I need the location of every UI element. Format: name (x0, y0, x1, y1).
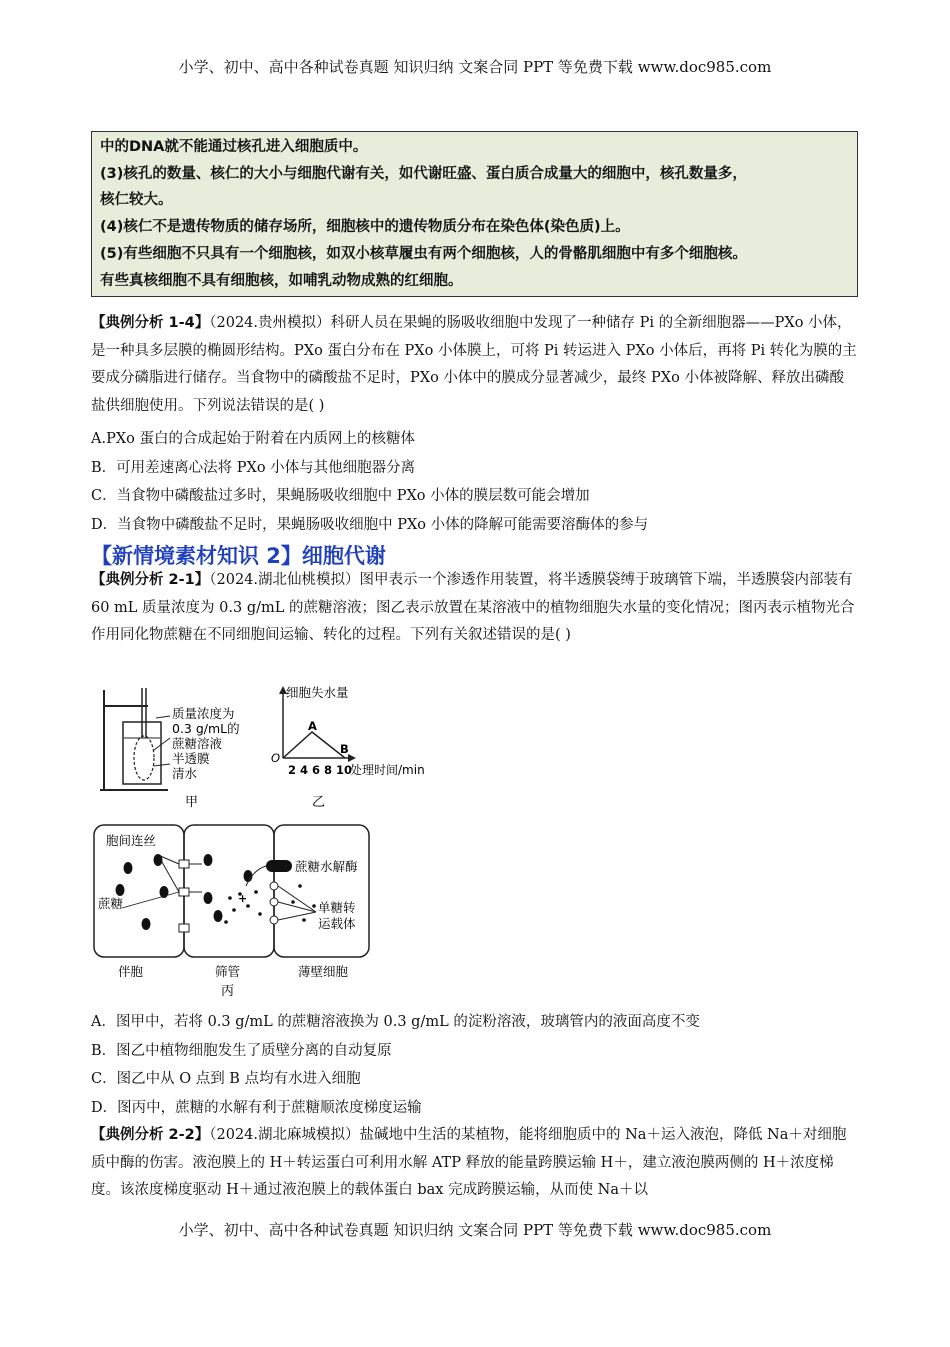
sieve-tube (184, 825, 274, 957)
invertase-enzyme (266, 860, 292, 872)
cell-label-companion: 伴胞 (118, 964, 144, 979)
question-tag: 【典例分析 2-2】 (91, 1127, 210, 1143)
sucrose-dot (116, 884, 125, 896)
sucrose-dot (204, 892, 213, 904)
sucrose-transport-diagram (94, 825, 369, 999)
page-footer: 小学、初中、高中各种试卷真题 知识归纳 文案合同 PPT 等免费下载 www.doc985.com (178, 1221, 772, 1239)
sucrose-dot (154, 854, 163, 866)
option-a: A．图甲中，若将 0.3 g/mL 的蔗糖溶液换为 0.3 g/mL 的淀粉溶液，玻璃管内的液面高度不变 (91, 1014, 700, 1030)
plasmodesma (179, 888, 189, 896)
note-line: 中的DNA就不能通过核孔进入细胞质中。 (100, 139, 368, 155)
caption-jia: 甲 (185, 795, 199, 810)
cell-label-parenchyma: 薄壁细胞 (298, 964, 349, 979)
monosaccharide-transporter (270, 882, 278, 890)
jia-label: 半透膜 (172, 751, 210, 766)
sucrose-dot (142, 918, 151, 930)
jia-label: 蔗糖溶液 (172, 736, 223, 751)
option-a: A.PXo 蛋白的合成起始于附着在内质网上的核糖体 (91, 431, 415, 447)
note-line: (3)核孔的数量、核仁的大小与细胞代谢有关，如代谢旺盛、蛋白质合成量大的细胞中，核孔数量多， (100, 165, 747, 182)
transporter-label: 运载体 (318, 916, 356, 931)
figure-jia-yi-bing (88, 680, 458, 1002)
water-loss-curve (283, 732, 345, 758)
origin-label: O (271, 751, 281, 765)
x-axis-arrow (348, 754, 356, 762)
note-box (91, 131, 858, 297)
sucrose-dot (244, 870, 253, 882)
section-title: 【新情境素材知识 2】细胞代谢 (91, 544, 386, 568)
sucrose-label: 蔗糖 (98, 896, 124, 911)
jia-label: 质量浓度为 (172, 706, 235, 721)
option-c: C．图乙中从 O 点到 B 点均有水进入细胞 (91, 1071, 361, 1087)
jia-label: 0.3 g/mL的 (172, 721, 240, 736)
point-a-label: A (308, 719, 317, 733)
question-2-1-stem (91, 567, 858, 650)
note-line: 核仁较大。 (100, 192, 173, 209)
option-d: D．图丙中，蔗糖的水解有利于蔗糖顺浓度梯度运输 (91, 1100, 422, 1116)
question-text: （2024.贵州模拟）科研人员在果蝇的肠吸收细胞中发现了一种储存 Pi 的全新细胞器——PXo 小体，是一种具多层膜的椭圆形结构。PXo 蛋白分布在 PXo 小体膜上，可将 Pi 转运进入 PXo 小体后，再将 Pi 转化为膜的主要成分磷脂进行储存。当食物中的磷酸盐不足时，PXo 小体中的膜成分显著减少，最终 PXo 小体被降解、释放出磷酸盐供细胞使用。下列说法错误的是( ) (91, 315, 857, 414)
plasmodesma-label: 胞间连丝 (106, 833, 157, 848)
option-d: D．当食物中磷酸盐不足时，果蝇肠吸收细胞中 PXo 小体的降解可能需要溶酶体的参与 (91, 517, 649, 533)
question-2-2-stem (91, 1122, 858, 1205)
chart-ylabel: 细胞失水量 (286, 685, 349, 700)
caption-bing: 丙 (221, 984, 235, 999)
x-tick-labels: 2 4 6 8 10 (288, 763, 353, 777)
plasmodesma (179, 860, 189, 868)
osmosis-apparatus (100, 688, 170, 790)
page-header: 小学、初中、高中各种试卷真题 知识归纳 文案合同 PPT 等免费下载 www.doc985.com (178, 58, 772, 76)
question-1-4-stem (91, 310, 858, 420)
question-text: （2024.湖北仙桃模拟）图甲表示一个渗透作用装置，将半透膜袋缚于玻璃管下端，半透膜袋内部装有 60 mL 质量浓度为 0.3 g/mL 的蔗糖溶液；图乙表示放置在某溶液中的植物细胞失水量的变化情况；图丙表示植物光合作用同化物蔗糖在不同细胞间运输、转化的过程。下列有关叙述错误的是( ) (91, 572, 855, 643)
question-text: （2024.湖北麻城模拟）盐碱地中生活的某植物，能将细胞质中的 Na＋运入液泡，降低 Na＋对细胞质中酶的伤害。液泡膜上的 H＋转运蛋白可利用水解 ATP 释放的能量跨膜运输 H＋，建立液泡膜两侧的 H＋浓度梯度。该浓度梯度驱动 H＋通过液泡膜上的载体蛋白 bax 完成跨膜运输，从而使 Na＋以 (91, 1127, 847, 1198)
sucrose-dot (124, 862, 133, 874)
water-loss-chart (271, 685, 425, 810)
point-b-label: B (340, 742, 349, 756)
option-b: B．可用差速离心法将 PXo 小体与其他细胞器分离 (91, 460, 416, 476)
option-b: B．图乙中植物细胞发生了质壁分离的自动复原 (91, 1043, 392, 1059)
caption-yi: 乙 (312, 795, 326, 810)
monosaccharide-transporter (270, 898, 278, 906)
parenchyma-cell (274, 825, 369, 957)
invertase-label: 蔗糖水解酶 (295, 859, 358, 874)
question-tag: 【典例分析 2-1】 (91, 572, 210, 588)
option-c: C．当食物中磷酸盐过多时，果蝇肠吸收细胞中 PXo 小体的膜层数可能会增加 (91, 488, 590, 504)
jia-label: 清水 (172, 766, 198, 781)
monosaccharide-transporter (270, 916, 278, 924)
svg-text:+: + (238, 892, 248, 905)
note-line: (5)有些细胞不只具有一个细胞核，如双小核草履虫有两个细胞核，人的骨骼肌细胞中有多个细胞核。 (100, 245, 747, 262)
transporter-label: 单糖转 (318, 900, 356, 915)
cell-label-sieve: 筛管 (215, 964, 241, 979)
chart-xlabel: 处理时间/min (350, 763, 425, 777)
note-line: (4)核仁不是遗传物质的储存场所，细胞核中的遗传物质分布在染色体(染色质)上。 (100, 219, 630, 236)
plasmodesma (179, 924, 189, 932)
note-line: 有些真核细胞不具有细胞核，如哺乳动物成熟的红细胞。 (100, 272, 463, 289)
sucrose-dot (214, 910, 223, 922)
question-tag: 【典例分析 1-4】 (91, 315, 210, 331)
sucrose-dot (204, 854, 213, 866)
